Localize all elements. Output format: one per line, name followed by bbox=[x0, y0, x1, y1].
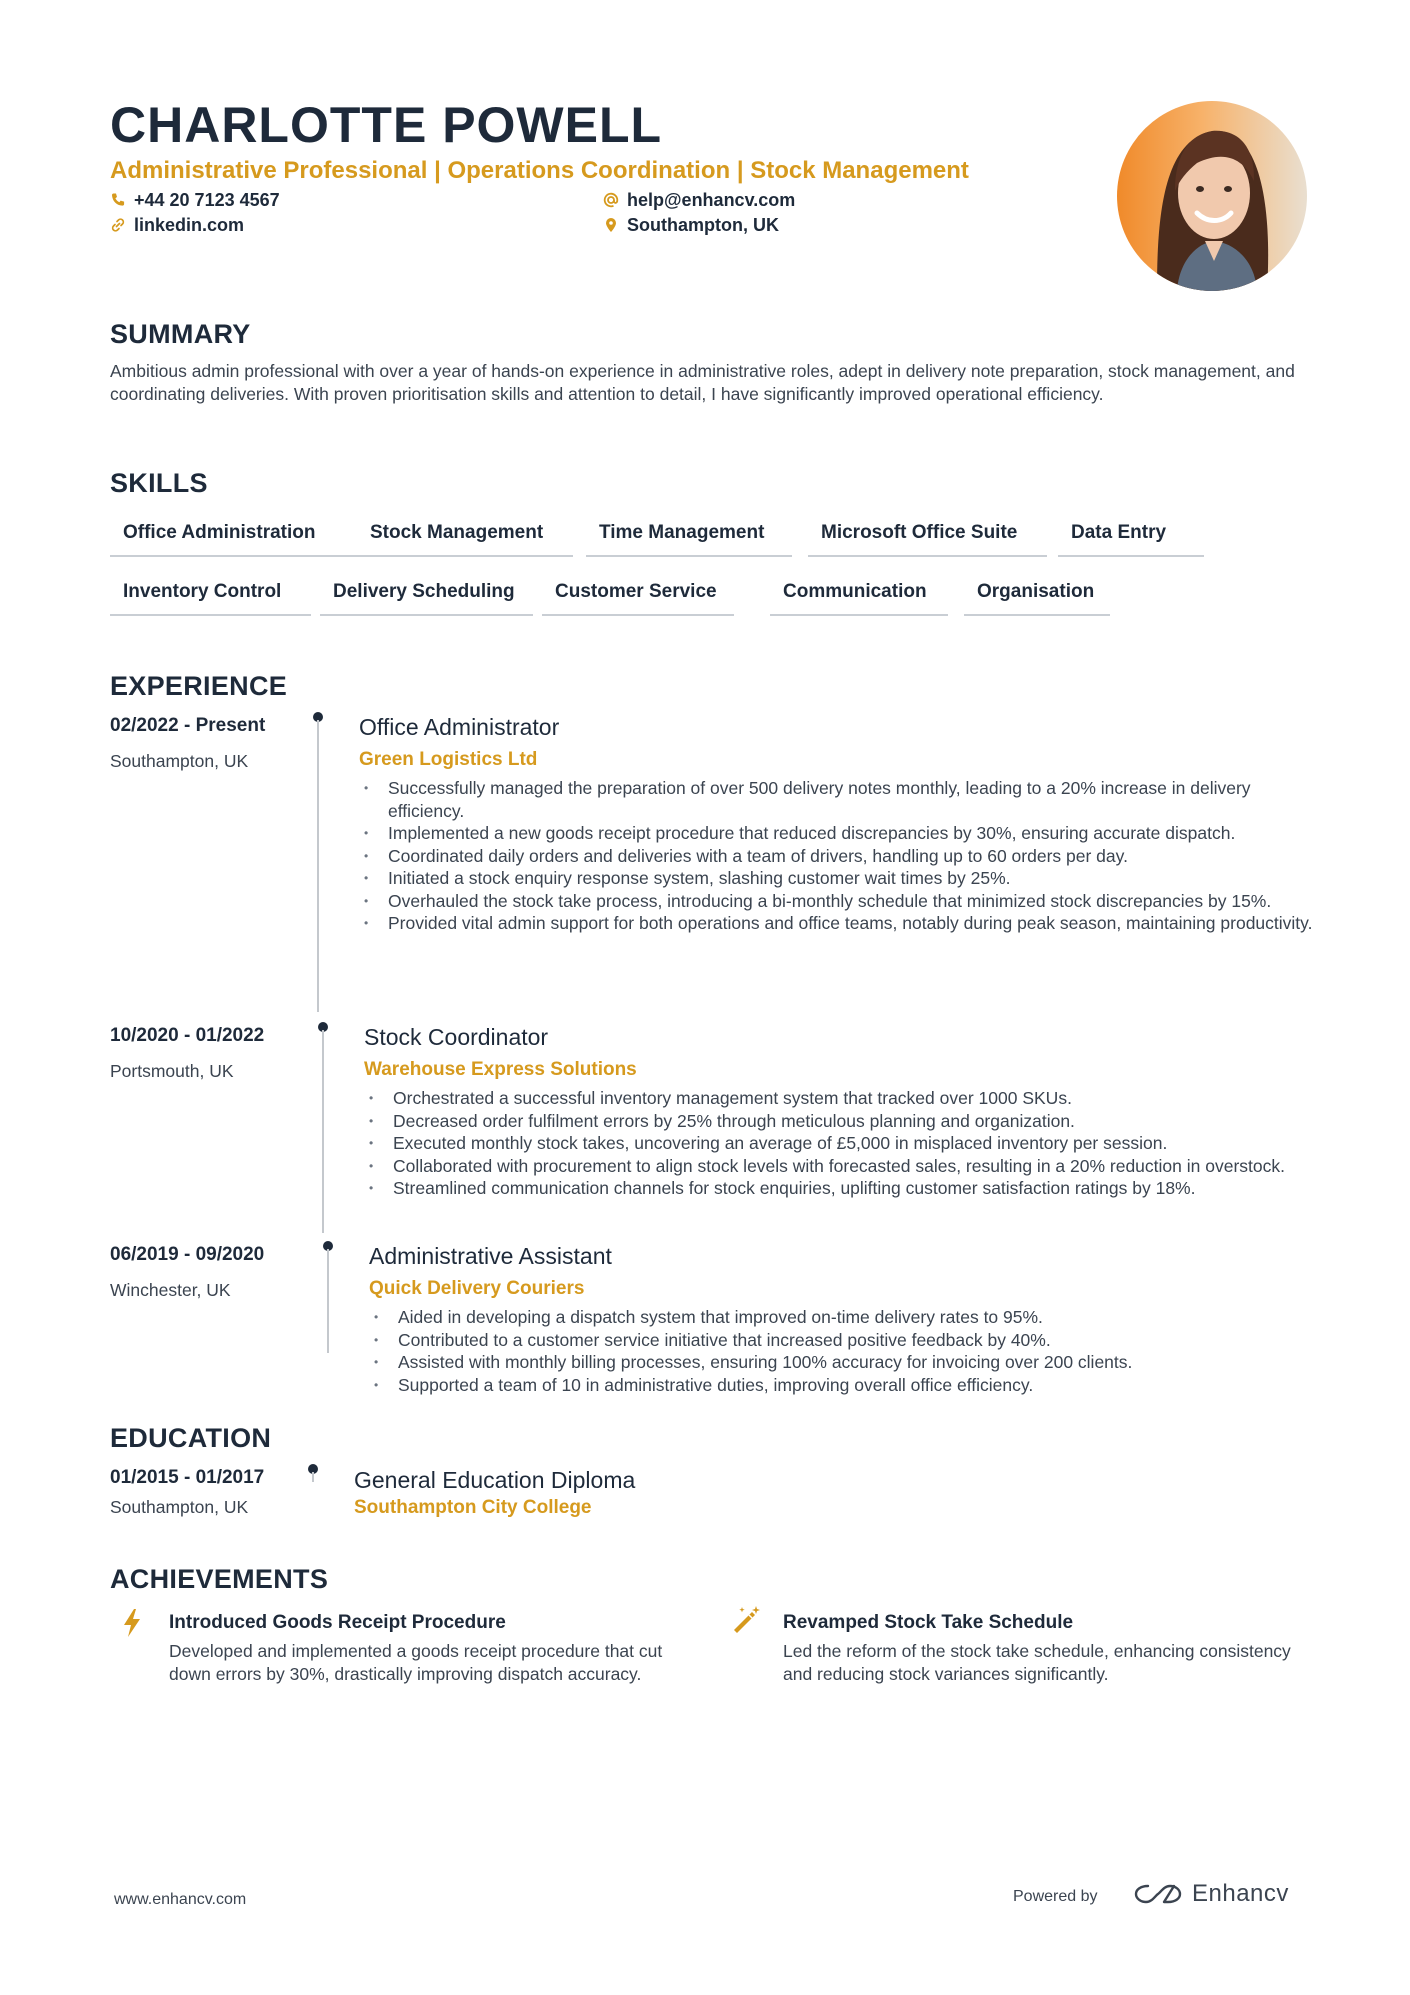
skill-tag: Organisation bbox=[964, 580, 1110, 616]
headline: Administrative Professional | Operations Coordination | Stock Management bbox=[110, 157, 969, 184]
education-location: Southampton, UK bbox=[110, 1497, 249, 1517]
timeline-line bbox=[317, 720, 319, 1012]
location-text: Southampton, UK bbox=[627, 215, 779, 235]
list-item: • Supported a team of 10 in administrative duties, improving overall office efficiency. bbox=[369, 1374, 1319, 1397]
list-item: • Implemented a new goods receipt procedure that reduced discrepancies by 30%, ensuring accurate dispatch. bbox=[359, 822, 1319, 845]
list-item: • Streamlined communication channels for stock enquiries, uplifting customer satisfaction ratings by 18%. bbox=[364, 1177, 1319, 1200]
achievement-description: Developed and implemented a goods receipt procedure that cut down errors by 30%, drastically improving dispatch accuracy. bbox=[169, 1641, 663, 1684]
company-name: Quick Delivery Couriers bbox=[369, 1278, 585, 1299]
degree-title: General Education Diploma bbox=[354, 1467, 636, 1493]
skill-tag: Microsoft Office Suite bbox=[808, 521, 1047, 557]
skill-tag: Time Management bbox=[586, 521, 792, 557]
phone-icon bbox=[110, 192, 126, 208]
phone-text: +44 20 7123 4567 bbox=[134, 190, 280, 210]
at-icon bbox=[603, 192, 619, 208]
link-icon bbox=[110, 217, 126, 233]
job-bullets bbox=[359, 777, 1319, 935]
experience-heading: EXPERIENCE bbox=[110, 671, 288, 701]
job-location: Portsmouth, UK bbox=[110, 1061, 234, 1081]
timeline-line bbox=[327, 1249, 329, 1353]
profile-photo bbox=[1117, 101, 1307, 291]
lightning-icon bbox=[118, 1607, 146, 1639]
skill-tag: Customer Service bbox=[542, 580, 734, 616]
company-name: Green Logistics Ltd bbox=[359, 749, 538, 770]
skills-heading: SKILLS bbox=[110, 468, 208, 498]
contact-linkedin[interactable] bbox=[110, 214, 244, 236]
enhancv-logo[interactable] bbox=[1134, 1880, 1289, 1908]
linkedin-text[interactable]: linkedin.com bbox=[134, 215, 245, 235]
company-name: Warehouse Express Solutions bbox=[364, 1059, 637, 1080]
achievement-title: Revamped Stock Take Schedule bbox=[783, 1612, 1074, 1633]
achievements-heading: ACHIEVEMENTS bbox=[110, 1564, 329, 1594]
candidate-name: CHARLOTTE POWELL bbox=[110, 97, 663, 153]
job-title: Administrative Assistant bbox=[369, 1243, 612, 1269]
contact-location bbox=[603, 214, 779, 236]
list-item: • Collaborated with procurement to align stock levels with forecasted sales, resulting in a 20% reduction in overstock. bbox=[364, 1155, 1319, 1178]
job-dates: 10/2020 - 01/2022 bbox=[110, 1025, 265, 1046]
job-location: Winchester, UK bbox=[110, 1280, 231, 1300]
list-item: • Overhauled the stock take process, introducing a bi-monthly schedule that minimized stock discrepancies by 15%. bbox=[359, 890, 1319, 913]
magic-wand-icon bbox=[730, 1604, 762, 1636]
education-heading: EDUCATION bbox=[110, 1423, 272, 1453]
list-item: • Aided in developing a dispatch system that improved on-time delivery rates to 95%. bbox=[369, 1306, 1319, 1329]
footer-website[interactable]: www.enhancv.com bbox=[114, 1891, 247, 1908]
contact-email[interactable] bbox=[603, 189, 795, 211]
list-item: • Successfully managed the preparation of over 500 delivery notes monthly, leading to a 20% increase in delivery efficiency. bbox=[359, 777, 1319, 822]
job-dates: 06/2019 - 09/2020 bbox=[110, 1244, 265, 1265]
achievement-title: Introduced Goods Receipt Procedure bbox=[169, 1612, 506, 1633]
skill-tag: Data Entry bbox=[1058, 521, 1204, 557]
enhancv-logo-icon bbox=[1134, 1881, 1182, 1907]
job-title: Office Administrator bbox=[359, 714, 560, 740]
job-bullets bbox=[364, 1087, 1319, 1200]
location-pin-icon bbox=[603, 217, 619, 233]
profile-photo-image bbox=[1117, 101, 1307, 291]
school-name: Southampton City College bbox=[354, 1497, 592, 1518]
skill-tag: Stock Management bbox=[357, 521, 573, 557]
summary-text: Ambitious admin professional with over a year of hands-on experience in administrative roles, adept in delivery note preparation, stock management, and coordinating deliveries. With proven prioritisation skills and attention to detail, I have significantly improved operational efficiency. bbox=[110, 361, 1295, 404]
job-location: Southampton, UK bbox=[110, 751, 249, 771]
timeline-line bbox=[312, 1472, 314, 1482]
skill-tag: Delivery Scheduling bbox=[320, 580, 533, 616]
list-item: • Orchestrated a successful inventory management system that tracked over 1000 SKUs. bbox=[364, 1087, 1319, 1110]
achievement-description: Led the reform of the stock take schedule, enhancing consistency and reducing stock variances significantly. bbox=[783, 1641, 1291, 1684]
list-item: • Executed monthly stock takes, uncovering an average of £5,000 in misplaced inventory per session. bbox=[364, 1132, 1319, 1155]
job-bullets bbox=[369, 1306, 1319, 1396]
job-title: Stock Coordinator bbox=[364, 1024, 549, 1050]
summary-heading: SUMMARY bbox=[110, 319, 251, 349]
list-item: • Contributed to a customer service initiative that increased positive feedback by 40%. bbox=[369, 1329, 1319, 1352]
skill-tag: Communication bbox=[770, 580, 948, 616]
list-item: • Initiated a stock enquiry response system, slashing customer wait times by 25%. bbox=[359, 867, 1319, 890]
contact-phone bbox=[110, 189, 280, 211]
timeline-line bbox=[322, 1030, 324, 1233]
email-text[interactable]: help@enhancv.com bbox=[627, 190, 796, 210]
skill-tag: Office Administration bbox=[110, 521, 358, 557]
job-dates: 02/2022 - Present bbox=[110, 715, 266, 736]
list-item: • Coordinated daily orders and deliveries with a team of drivers, handling up to 60 orders per day. bbox=[359, 845, 1319, 868]
skill-tag: Inventory Control bbox=[110, 580, 311, 616]
education-dates: 01/2015 - 01/2017 bbox=[110, 1467, 265, 1488]
brand-name: Enhancv bbox=[1192, 1880, 1289, 1907]
list-item: • Provided vital admin support for both operations and office teams, notably during peak season, maintaining productivity. bbox=[359, 912, 1319, 935]
list-item: • Assisted with monthly billing processes, ensuring 100% accuracy for invoicing over 200 clients. bbox=[369, 1351, 1319, 1374]
powered-by-label: Powered by bbox=[1013, 1888, 1098, 1905]
list-item: • Decreased order fulfilment errors by 25% through meticulous planning and organization. bbox=[364, 1110, 1319, 1133]
